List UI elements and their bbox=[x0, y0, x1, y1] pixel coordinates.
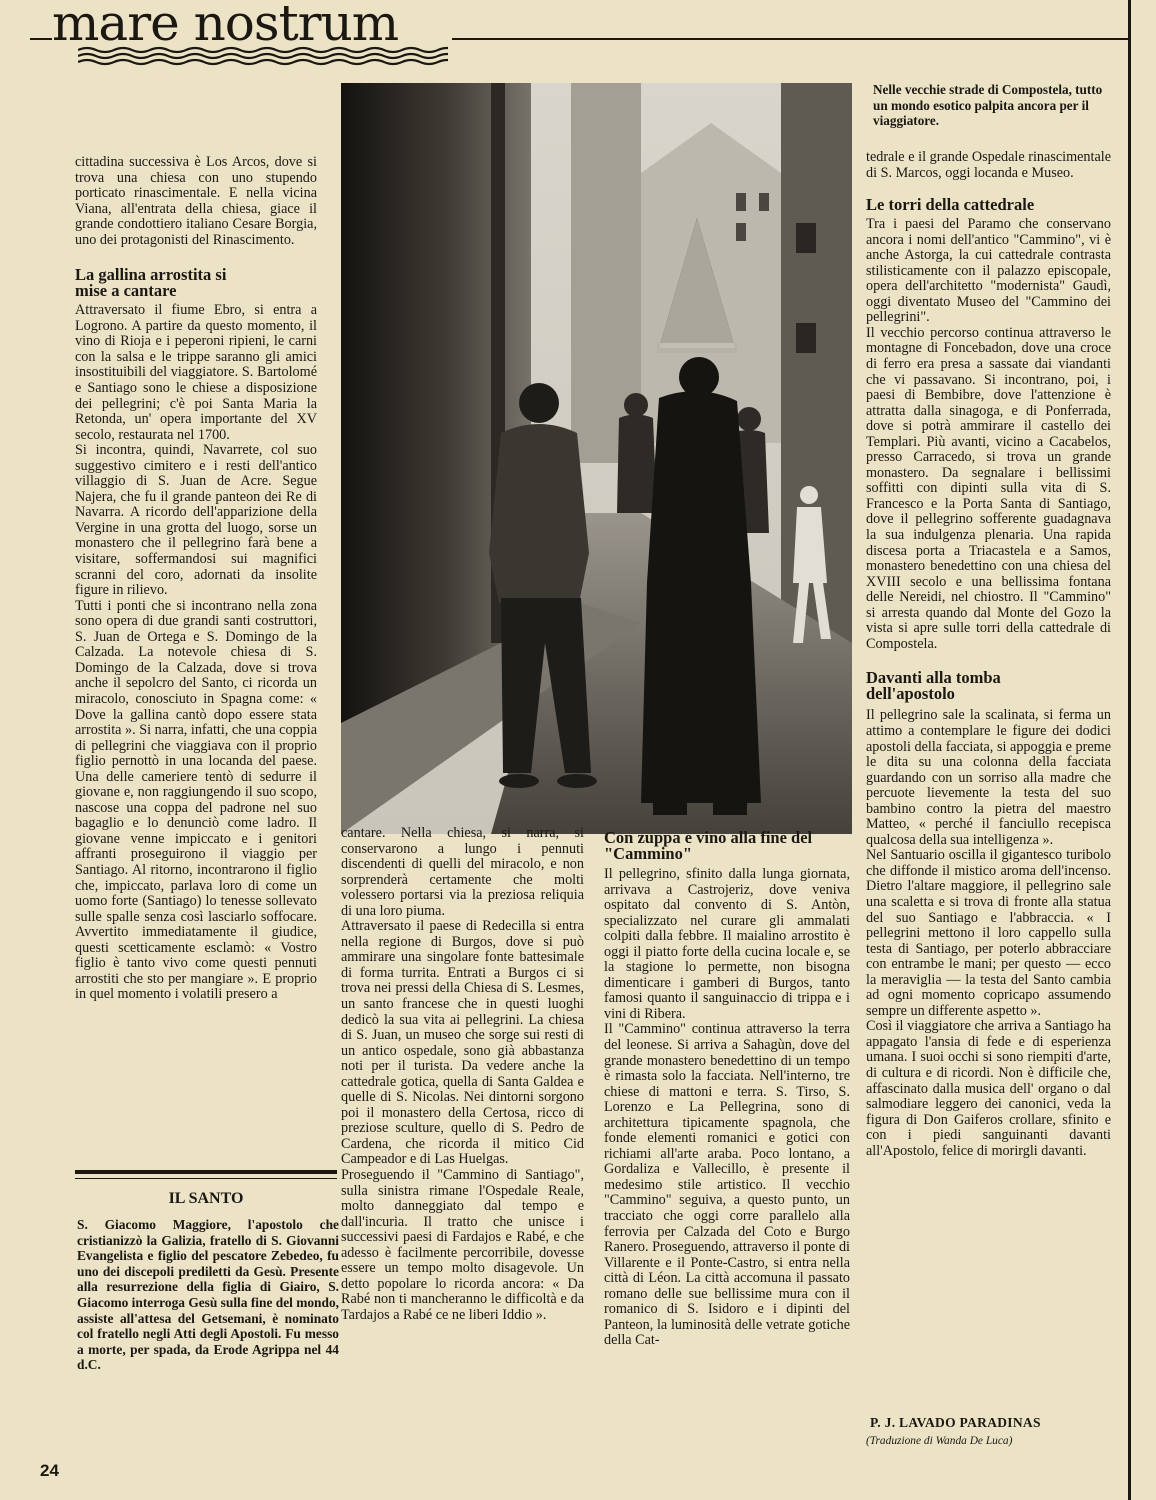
col4-paragraph-2: Il vecchio percorso continua attraverso le montagne di Foncebadon, dove una croce di ferro era presa a sassate dai viandanti che vi passavano. Si incontrano, poi, i paesi di Bembibre, dove l'attenzione è attratta dalla sinagoga, e di Ponferrada, dove si potrà ammirare il castello dei Templari. Più avanti, vicino a Cacabelos, presso Carracedo, si trova un grande monastero. Da segnalare i bellissimi soffitti con dipinti sulla vita di S. Francesco e la Porta Santa di Santiago, dove il pellegrino sofferente guadagnava la sua indulgenza plenaria. Una rapida discesa porta a Triacastela e a Samos, monastero benedettino con una chiesa del XVIII secolo e una bellissima fontana delle Nereidi, nel chiostro. Il "Cammino" si arresta quando dal Monte del Gozo la vista si apre sulle torri della cattedrale di Compostela. bbox=[866, 324, 1111, 652]
page-number: 24 bbox=[40, 1461, 59, 1480]
photo-caption: Nelle vecchie strade di Compostela, tutto un mondo esotico palpita ancora per il viaggiatore. bbox=[873, 82, 1103, 129]
col4-heading-1: Le torri della cattedrale bbox=[866, 195, 1035, 215]
col4-heading-2: Davanti alla tomba dell'apostolo bbox=[866, 668, 1001, 704]
col3-heading: Con zuppa e vino alla fine del "Cammino" bbox=[604, 828, 813, 863]
col1-intro: cittadina successiva è Los Arcos, dove si trova una chiesa con uno stupendo porticato rinascimentale. E nella vicina Viana, all'entrata della chiesa, giace il grande condottiero italiano Cesare Borgia, uno dei protagonisti del Rinascimento. bbox=[75, 154, 317, 248]
col3-paragraph-2: Il "Cammino" continua attraverso la terra del leonese. Si arriva a Sahagùn, dove del grande monastero benedettino di un tempo è rimasta solo la facciata. Nell'interno, tre chiese di mattoni e terra. S. Tirso, S. Lorenzo e La Pellegrina, sono di architettura tipicamente spagnola, che fonde elementi romanici e gotici con richiami all'arte araba. Poco lontano, a Gordaliza e Vallecillo, è presente il medesimo stile artistico. Il vecchio "Cammino" seguiva, a questo punto, un tracciato che oggi corre parallelo alla ferrovia per Calzada del Coto e Burgo Ranero. Proseguendo, attraverso il ponte di Villarente e il Ponte-Castro, si entra nella città di Léon. La città accomuna il passato romano delle sue bellissime mura con il romanico di S. Isidoro e i dipinti del Panteon, la luminosità delle vetrate gotiche della Cat- bbox=[604, 1021, 850, 1349]
col1-paragraph-2: Si incontra, quindi, Navarrete, col suo suggestivo cimitero e i resti dell'antico villaggio di S. Juan de Acre. Segue Najera, che fu il grande panteon dei Re di Navarra. A ricordo dell'apparizione della Vergine in una grotta del luogo, sorse un monastero che il pellegrino farà bene a visitare, soffermandosi sui magnifici scranni del coro, adornati da insolite figure in rilievo. bbox=[75, 442, 317, 599]
masthead-rule-right bbox=[452, 38, 1128, 40]
col2-paragraph-2: Attraversato il paese di Redecilla si entra nella regione di Burgos, dove si può ammirare una singolare fonte battesimale di forma turrita. Entrati a Burgos ci si trova nei pressi della Chiesa di S. Lesmes, un santo francese che in questi luoghi dedicò la sua vita ai pellegrini. La chiesa di S. Juan, un museo che sorge sui resti di un antico ospedale, sono già abbastanza noti per il turista. Da vedere anche la cattedrale gotica, quella di Santa Galdea e quelle di S. Nicolas. Nei dintorni sorgono poi il monastero della Certosa, ricco di preziose sculture, quello di S. Pedro de Cardena, che ricorda il mitico Cid Campeador e di Las Huelgas. bbox=[341, 918, 584, 1168]
col4-paragraph-4: Nel Santuario oscilla il gigantesco turibolo che diffonde il mistico aroma dell'incenso. Dietro l'altare maggiore, il pellegrino sale una scaletta e si trova di fronte alla statua del suo Santiago e l'abbraccia. « I pellegrini mettono il loro cappello sulla testa di Santiago, per poterlo abbracciare con entrambe le mani; per questo — ecco la meraviglia — la testa del Santo cambia ad ogni momento copricapo assumendo sempre un differente aspetto ». bbox=[866, 847, 1111, 1019]
col4-paragraph-0: tedrale e il grande Ospedale rinascimentale di S. Marcos, oggi locanda e Museo. bbox=[866, 149, 1111, 181]
box-title: IL SANTO bbox=[168, 1190, 244, 1207]
box-rule-top bbox=[75, 1170, 337, 1174]
column-4 bbox=[866, 150, 1111, 1159]
col2-paragraph-1: cantare. Nella chiesa, si narra, si conservarono a lungo i pennuti discendenti di quelli del miracolo, e non sorprenderà certamente che molti volessero portarsi via la preziosa reliquia di una loro piuma. bbox=[341, 825, 584, 919]
col4-paragraph-1: Tra i paesi del Paramo che conservano ancora i nomi dell'antico "Cammino", vi è anche Astorga, la cui cattedrale contrasta stilisticamente con il palazzo episcopale, opera dell'architetto "modernista" Gaudì, oggi diventato Museo del "Cammino dei pellegrini". bbox=[866, 216, 1111, 326]
column-1 bbox=[75, 155, 317, 1003]
page-edge-right bbox=[1128, 0, 1131, 1500]
column-3 bbox=[604, 830, 850, 1349]
col1-heading: La gallina arrostita si mise a cantare bbox=[75, 265, 227, 301]
col1-paragraph-3: Tutti i ponti che si incontrano nella zona sono opera di due grandi santi costruttori, S. Juan de Ortega e S. Domingo de la Calzada. La notevole chiesa di S. Domingo de la Calzada, dove si trova anche il sepolcro del Santo, ci ricorda un miracolo, conosciuto in Spagna come: « Dove la gallina cantò dopo essere stata arrostita ». Si narra, infatti, che una coppia di pellegrini che viaggiava con il proprio figlio pernottò in una locanda del paese. Una delle cameriere tentò di sedurre il giovane e, non raggiungendo il suo scopo, nascose una coppa del padrone nel suo bagaglio e lo denunciò come ladro. Il giovane venne impiccato e i genitori affranti proseguirono il viaggio per Santiago. Al ritorno, incontrarono il figlio che, impiccato, parlava loro di come un uomo forte (Santiago) lo tenesse sollevato sulle spalle senza così lasciarlo soffocare. Avvertito immediatamente il giudice, questi scetticamente esclamò: « Vostro figlio è tanto vivo come questi pennuti arrostiti che sto per mangiare ». E proprio in quel momento i volatili presero a bbox=[75, 597, 317, 1003]
col4-paragraph-3: Il pellegrino sale la scalinata, si ferma un attimo a contemplare le figure dei dodici apostoli della facciata, si appoggia e preme le dita su una colonna della facciata guardando con un sorriso alla madre che percuote lievemente la testa del suo bambino contro la pietra del maestro Matteo, « perché il fanciullo recepisca qualcosa della sua intelligenza ». bbox=[866, 707, 1111, 848]
masthead-title: mare nostrum bbox=[52, 0, 399, 52]
col4-paragraph-5: Così il viaggiatore che arriva a Santiago ha appagato l'ansia di fede e di esperienza umana. I suoi occhi si sono riempiti d'arte, di cultura e di ricordi. Non è difficile che, affascinato dalla musica dell' organo o dal salmodiare leggero dei canonici, veda la figura di Don Gaiferos crollare, sfinito e con i piedi sanguinanti davanti all'Apostolo, felice di morirgli davanti. bbox=[866, 1018, 1111, 1159]
masthead-rule-left bbox=[30, 38, 52, 40]
col2-paragraph-3: Proseguendo il "Cammino di Santiago", sulla sinistra rimane l'Ospedale Reale, molto danneggiato dal tempo e dall'incuria. Il tratto che unisce i successivi paesi di Fardajos e Rabé, e che adesso è facilmente percorribile, dovesse essere un tempo molto disagevole. Un detto popolare lo ricorda ancora: « Da Rabé non ti mancheranno le difficoltà e da Tardajos a Rabé ce ne liberi Iddio ». bbox=[341, 1167, 584, 1323]
box-text: S. Giacomo Maggiore, l'apostolo che cristianizzò la Galizia, fratello di S. Giovanni Evangelista e figlio del pescatore Zebedeo, fu uno dei discepoli prediletti da Gesù. Presente alla resurrezione della figlia di Giairo, S. Giacomo interroga Gesù sulla fine del mondo, assiste all'attesa del Getsemani, è nominato col fratello negli Atti degli Apostoli. Fu messo a morte, per spada, da Erode Agrippa nel 44 d.C. bbox=[77, 1217, 339, 1373]
translator-credit: (Traduzione di Wanda De Luca) bbox=[866, 1435, 1013, 1447]
author-signature: P. J. LAVADO PARADINAS bbox=[870, 1415, 1041, 1430]
masthead-wave-ornament bbox=[78, 46, 448, 68]
street-photo bbox=[341, 83, 852, 834]
col3-paragraph-1: Il pellegrino, sfinito dalla lunga giornata, arrivava a Castrojeriz, dove veniva ospitato dal convento di S. Antòn, specializzato nel curare gli ammalati colpiti dalla febbre. Il maialino arrostito è oggi il piatto forte della cucina locale e, se la stagione lo permette, non bisogna dimenticare i gamberi di Burgos, tanto famosi quanto il sanguinaccio di trippa e i vini di Ribera. bbox=[604, 866, 850, 1022]
col1-paragraph-1: Attraversato il fiume Ebro, si entra a Logrono. A partire da questo momento, il vino di Rioja e i peperoni ripieni, le carni con la salsa e le trippe saranno gli amici insostituibili del viaggiatore. S. Bartolomé e Santiago sono le chiese a disposizione dei pellegrini; c'è poi Santa Maria la Retonda, un' opera importante del XV secolo, restaurata nel 1700. bbox=[75, 302, 317, 443]
box-rule-thin bbox=[75, 1178, 337, 1179]
column-2 bbox=[341, 826, 584, 1324]
